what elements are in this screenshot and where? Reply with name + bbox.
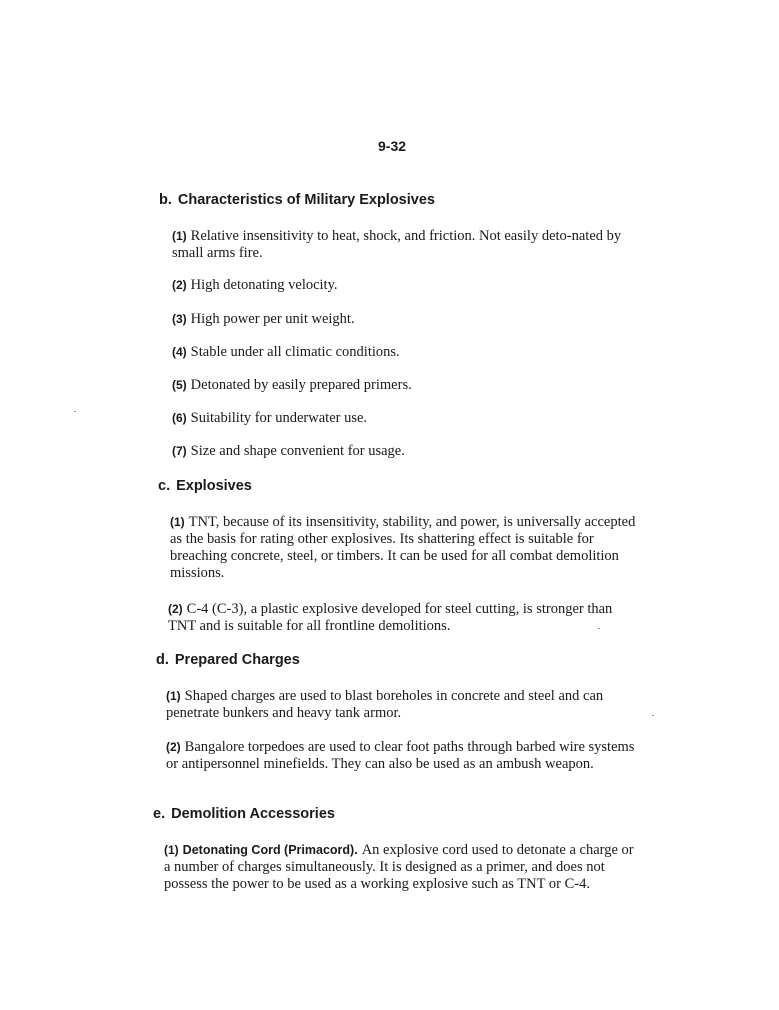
list-item: (2) Bangalore torpedoes are used to clear foot paths through barbed wire systems or antipersonnel minefields. They can also be used as an ambush weapon. (166, 739, 635, 772)
section-heading-c (158, 478, 252, 494)
list-item: (1) TNT, because of its insensitivity, stability, and power, is universally accepted as the basis for rating other explosives. Its shattering effect is suitable for breaching concrete, steel, or timbers. It can be used for all combat demolition missions. (170, 514, 636, 581)
section-heading-d (156, 652, 300, 668)
section-letter: b. (159, 192, 172, 208)
scan-speck (74, 411, 76, 412)
section-letter: e. (153, 806, 166, 822)
page-number: 9-32 (378, 138, 407, 154)
list-item: (4) Stable under all climatic conditions. (172, 344, 400, 360)
section-heading-e (153, 806, 335, 822)
section-title: Demolition Accessories (171, 806, 335, 822)
list-item: (3) High power per unit weight. (172, 311, 355, 327)
scan-speck (598, 628, 600, 629)
list-item: (1) Detonating Cord (Primacord). An explosive cord used to detonate a charge or a number of charges simultaneously. It is designed as a primer, and does not possess the power to be used as a working explosive such as TNT or C-4. (164, 842, 634, 892)
list-item: (6) Suitability for underwater use. (172, 410, 368, 426)
section-letter: c. (158, 478, 171, 494)
list-item: (1) Shaped charges are used to blast boreholes in concrete and steel and can penetrate bunkers and heavy tank armor. (166, 688, 604, 721)
term-lead: Detonating Cord (Primacord). (182, 843, 358, 857)
list-item: (2) High detonating velocity. (172, 277, 338, 293)
list-item: (7) Size and shape convenient for usage. (172, 443, 405, 459)
section-title: Characteristics of Military Explosives (177, 192, 435, 208)
list-item: (5) Detonated by easily prepared primers. (172, 377, 412, 393)
list-item: (2) C-4 (C-3), a plastic explosive developed for steel cutting, is stronger than TNT and is suitable for all frontline demolitions. (168, 601, 613, 634)
section-letter: d. (156, 652, 169, 668)
section-heading-b (159, 192, 435, 208)
list-item: (1) Relative insensitivity to heat, shock, and friction. Not easily deto-nated by small arms fire. (172, 228, 622, 261)
section-title: Explosives (176, 478, 252, 494)
section-title: Prepared Charges (174, 652, 300, 668)
scan-speck (652, 715, 654, 716)
